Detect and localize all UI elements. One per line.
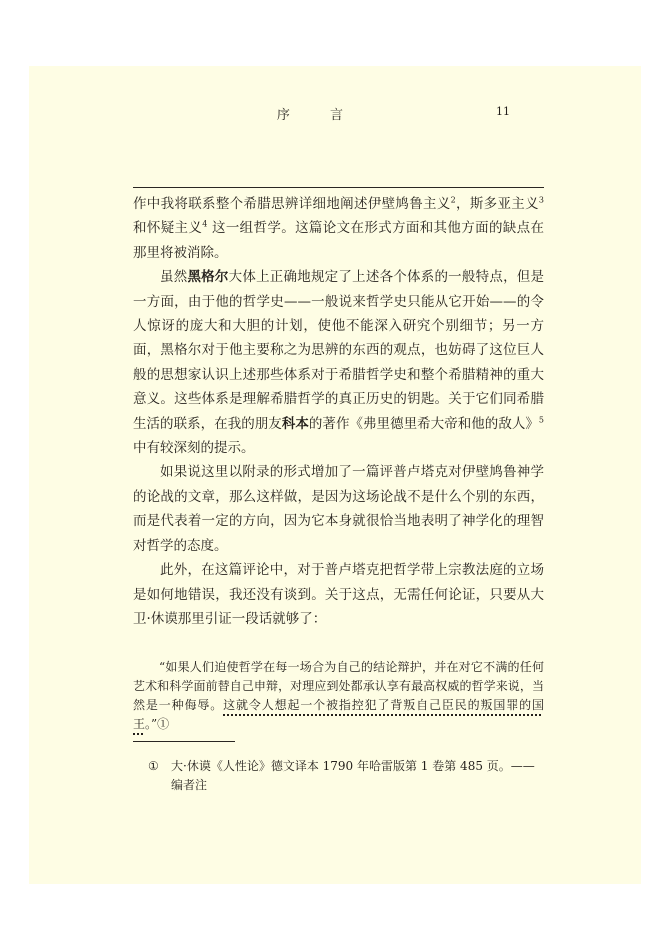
name-koeppen: 科本 (281, 415, 309, 432)
paragraph-1: 作中我将联系整个希腊思辨详细地阐述伊壁鸠鲁主义$^2$，斯多亚主义$^3$ 和怀疑主义$^4$ 这一组哲学。这篇论文在形式方面和其他方面的缺点在那里将被消除。 (133, 195, 545, 261)
footnote (148, 757, 544, 795)
paragraph-2: 虽然黑格尔大体上正确地规定了上述各个体系的一般特点，但是一方面，由于他的哲学史——一般说来哲学史只能从它开始——的令人惊讶的庞大和大胆的计划，使他不能深入研究个别细节；另一方面，黑格尔对于他主要称之为思辨的东西的观点，也妨碍了这位巨人般的思想家认识上述那些体系对于希腊哲学史和整个希腊精神的重大意义。这些体系是理解希腊哲学的真正历史的钥匙。关于它们同希腊生活的联系，在我的朋友科本的著作《弗里德里希大帝和他的敌人》$^5$ 中有较深刻的提示。 (133, 269, 545, 457)
name-hegel: 黑格尔 (187, 269, 229, 286)
footnote-ref: 4 (202, 219, 208, 229)
header-rule (133, 187, 544, 188)
emphasized-text: 这就令人想起一个被指控犯了背叛自己臣民的叛国罪的国王 (133, 698, 544, 731)
page-number: 11 (496, 105, 510, 118)
footnote-rule (133, 741, 235, 742)
paragraph-4: 此外，在这篇评论中，对于普卢塔克把哲学带上宗教法庭的立场是如何地错误，我还没有谈到。关于这点，无需任何论证，只要从大卫·休谟那里引证一段话就够了： (133, 562, 544, 627)
footnote-mark: ① (148, 759, 159, 773)
footnote-ref: 2 (450, 195, 456, 205)
running-head: 序 言 (276, 108, 362, 123)
footnote-ref: 3 (538, 195, 545, 205)
body-text (133, 192, 544, 631)
footnote-ref: 5 (538, 415, 545, 425)
block-quote: “如果人们迫使哲学在每一场合为自己的结论辩护，并在对它不满的任何艺术和科学面前替自己申辩，对理应到处都承认享有最高权威的哲学来说，当然是一种侮辱。这就令人想起一个被指控犯了背叛自己臣民的叛国罪的国王。”① (133, 660, 544, 731)
page-header (104, 104, 516, 124)
footnote-text: 大·休谟《人性论》德文译本 1790 年哈雷版第 1 卷第 485 页。——编者注 (171, 759, 535, 792)
paragraph-3: 如果说这里以附录的形式增加了一篇评普卢塔克对伊壁鸠鲁神学的论战的文章，那么这样做，是因为这场论战不是什么个别的东西，而是代表着一定的方向，因为它本身就很恰当地表明了神学化的理智对哲学的态度。 (133, 464, 544, 554)
